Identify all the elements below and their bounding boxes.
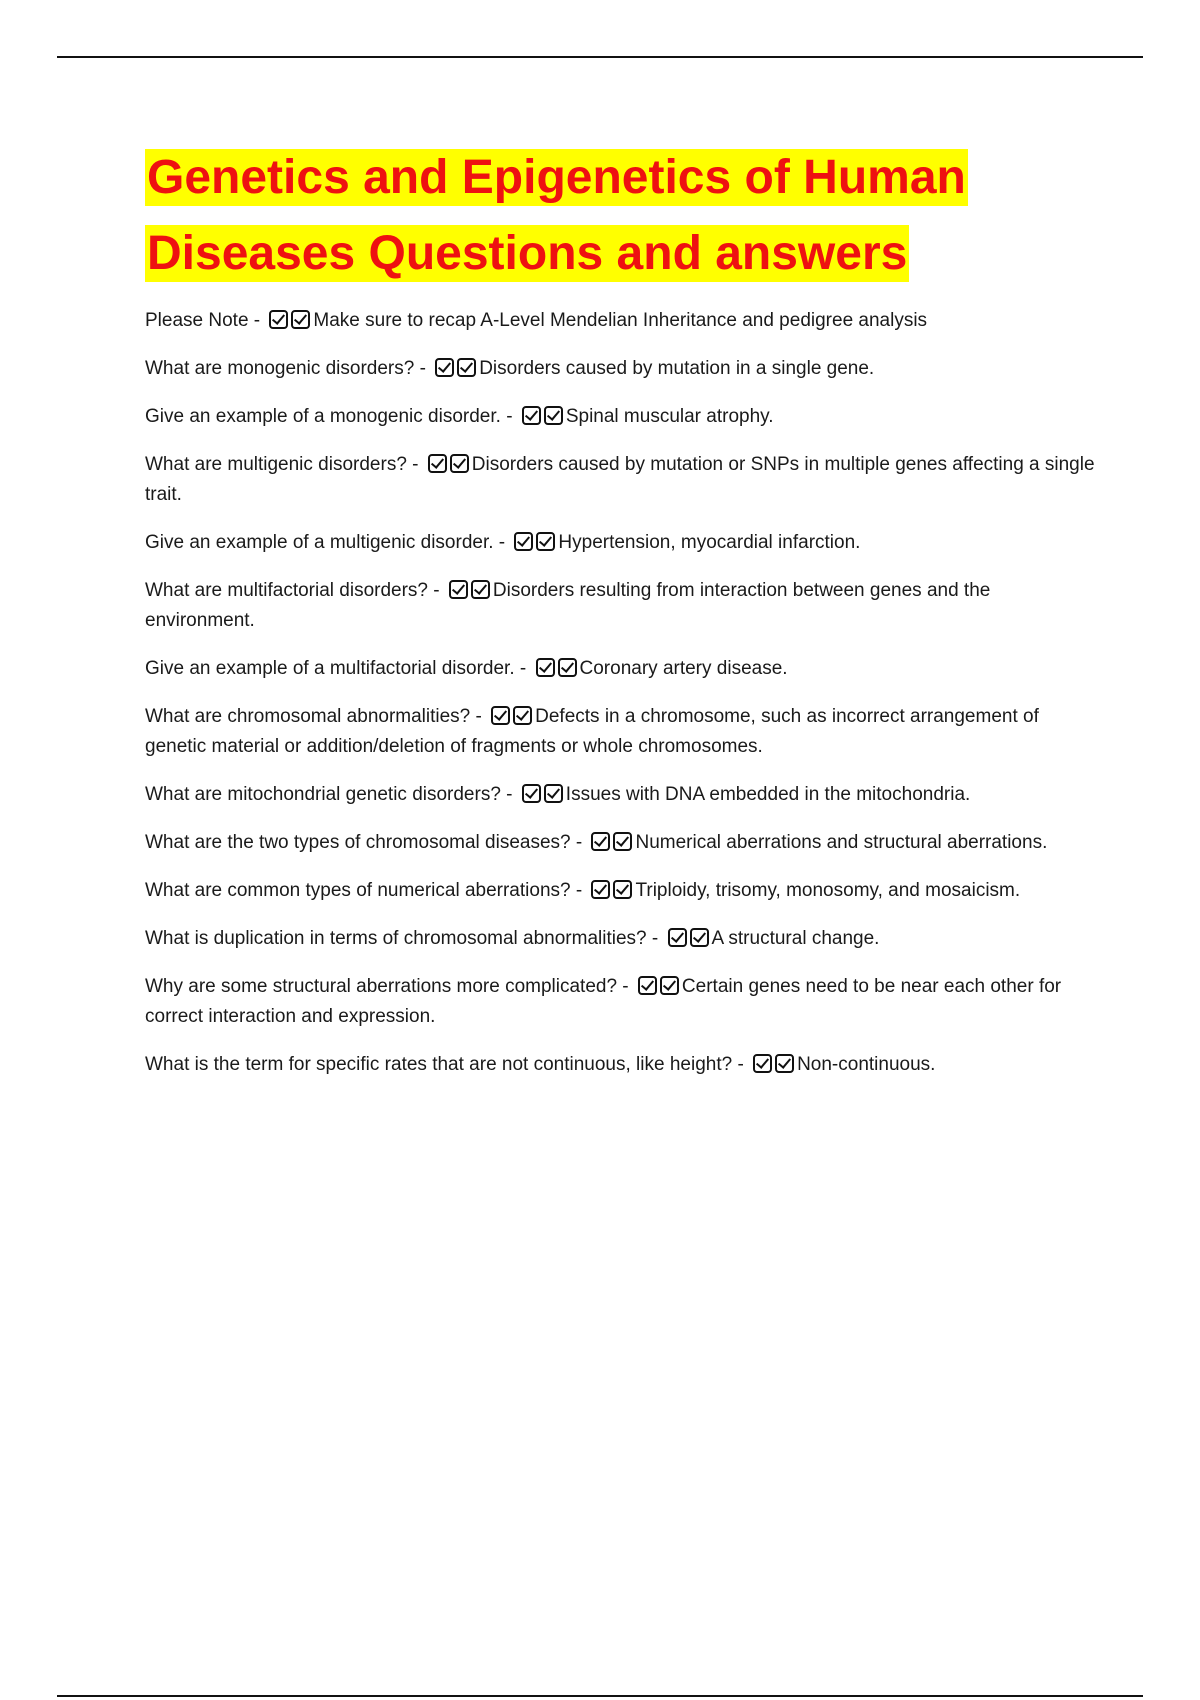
separator: - [500,784,518,805]
checkbox-checked-icon [638,976,657,995]
answer-text: Disorders resulting from interaction between genes and the environment. [145,580,991,631]
qa-item [145,828,1095,858]
separator: - [570,832,588,853]
separator: - [500,406,518,427]
checkbox-checked-icon [457,358,476,377]
qa-item [145,306,1095,336]
answer-text: Spinal muscular atrophy. [565,406,774,427]
separator: - [617,976,634,997]
checkbox-checked-icon [428,454,447,473]
question-text: Give an example of a multigenic disorder. [145,532,494,553]
checkbox-checked-icon [522,406,541,425]
footer-rule [57,1695,1143,1697]
checkbox-checked-icon [536,658,555,677]
qa-item [145,402,1095,432]
answer-text: Certain genes need to be near each other for correct interaction and expression. [145,976,1062,1027]
question-text: What are common types of numerical aberrations? [145,880,571,901]
qa-list [145,306,1095,1080]
answer-text: Issues with DNA embedded in the mitochondria. [565,784,971,805]
question-text: Give an example of a multifactorial disorder. [145,658,515,679]
separator: - [732,1054,750,1075]
separator: - [646,928,664,949]
checkbox-checked-icon [522,784,541,803]
qa-item [145,576,1095,636]
answer-text: Non-continuous. [797,1054,936,1075]
checkbox-checked-icon [544,406,563,425]
title-line-1: Genetics and Epigenetics of Human [147,151,966,204]
question-text: Why are some structural aberrations more complicated? [145,976,618,997]
checkbox-checked-icon [775,1054,794,1073]
question-text: What is duplication in terms of chromosomal abnormalities? [145,928,647,949]
title-line-2: Diseases Questions and answers [147,227,908,280]
checkbox-checked-icon [660,976,679,995]
checkbox-checked-icon [753,1054,772,1073]
checkbox-checked-icon [269,310,288,329]
answer-text: Defects in a chromosome, such as incorrect arrangement of genetic material or addition/deletion of fragments or whole chromosomes. [145,706,1039,757]
separator: - [493,532,511,553]
qa-item [145,702,1095,762]
separator: - [414,358,432,379]
question-text: Give an example of a monogenic disorder. [145,406,501,427]
qa-item [145,924,1095,954]
header-rule [57,56,1143,58]
question-text: What are mitochondrial genetic disorders? [145,784,501,805]
checkbox-checked-icon [690,928,709,947]
answer-text: Make sure to recap A-Level Mendelian Inheritance and pedigree analysis [313,310,928,331]
checkbox-checked-icon [513,706,532,725]
separator: - [570,880,588,901]
checkbox-checked-icon [435,358,454,377]
checkbox-checked-icon [491,706,510,725]
question-text: What are multigenic disorders? [145,454,407,475]
checkbox-checked-icon [613,832,632,851]
document-body [145,140,1095,1098]
question-text: What are monogenic disorders? [145,358,415,379]
answer-text: Coronary artery disease. [579,658,788,679]
question-text: What are the two types of chromosomal diseases? [145,832,571,853]
answer-text: Disorders caused by mutation in a single gene. [479,358,875,379]
question-text: What are multifactorial disorders? [145,580,428,601]
checkbox-checked-icon [613,880,632,899]
qa-item [145,1050,1095,1080]
question-text: What are chromosomal abnormalities? [145,706,471,727]
checkbox-checked-icon [449,580,468,599]
separator: - [406,454,424,475]
checkbox-checked-icon [591,880,610,899]
checkbox-checked-icon [591,832,610,851]
separator: - [248,310,266,331]
checkbox-checked-icon [514,532,533,551]
answer-text: Hypertension, myocardial infarction. [558,532,861,553]
checkbox-checked-icon [536,532,555,551]
qa-item [145,654,1095,684]
qa-item [145,450,1095,510]
qa-item [145,528,1095,558]
checkbox-checked-icon [291,310,310,329]
answer-text: Triploidy, trisomy, monosomy, and mosaicism. [635,880,1021,901]
answer-text: Disorders caused by mutation or SNPs in multiple genes affecting a single trait. [145,454,1095,505]
answer-text: A structural change. [711,928,880,949]
separator: - [470,706,488,727]
checkbox-checked-icon [668,928,687,947]
qa-item [145,780,1095,810]
answer-text: Numerical aberrations and structural aberrations. [635,832,1048,853]
separator: - [428,580,445,601]
question-text: Please Note [145,310,249,331]
checkbox-checked-icon [544,784,563,803]
checkbox-checked-icon [471,580,490,599]
qa-item [145,354,1095,384]
question-text: What is the term for specific rates that are not continuous, like height? [145,1054,733,1075]
qa-item [145,876,1095,906]
checkbox-checked-icon [558,658,577,677]
checkbox-checked-icon [450,454,469,473]
qa-item [145,972,1095,1032]
separator: - [514,658,532,679]
document-title [145,140,1095,292]
